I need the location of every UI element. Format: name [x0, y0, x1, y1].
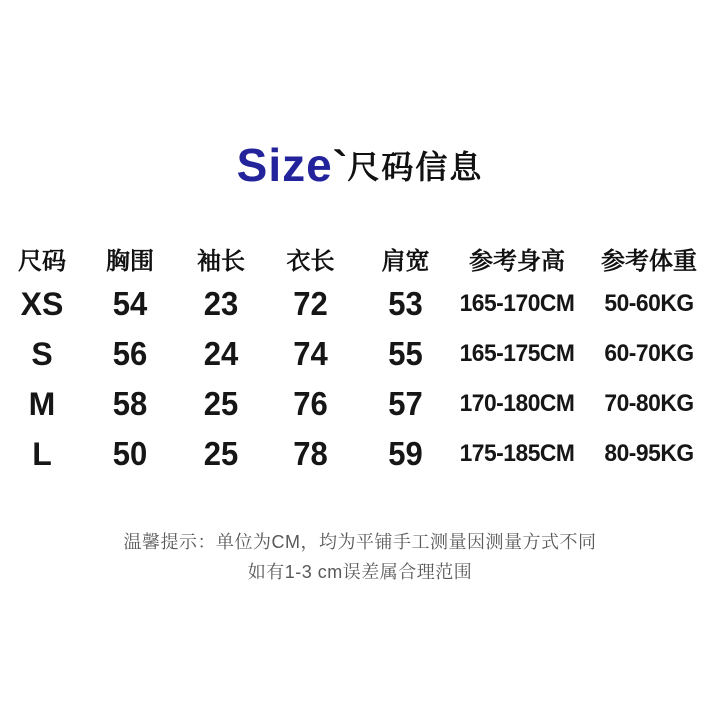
sleeve-value: 24: [203, 335, 239, 372]
length-value: 74: [293, 335, 328, 372]
header-reference-weight: 参考体重: [601, 248, 697, 275]
table-header-row: [0, 241, 720, 275]
chest-value: 58: [112, 385, 148, 422]
note-line-2: 如有1-3 cm误差属合理范围: [247, 562, 473, 582]
title-chinese: 尺码信息: [347, 149, 484, 185]
length-value: 72: [293, 285, 328, 322]
shoulder-value: 57: [388, 385, 423, 422]
chest-value: 50: [112, 435, 148, 472]
sleeve-value: 25: [203, 385, 239, 422]
sleeve-value: 23: [203, 285, 239, 322]
table-row-xs: [0, 279, 720, 329]
weight-range: 50-60KG: [604, 290, 694, 317]
shoulder-value: 53: [388, 285, 423, 322]
size-label: S: [31, 335, 53, 372]
table-row-l: [0, 429, 720, 479]
table-row-m: [0, 379, 720, 429]
size-label: L: [32, 435, 52, 472]
weight-range: 70-80KG: [604, 390, 694, 417]
header-shoulder-width: 肩宽: [381, 248, 430, 275]
header-sleeve-length: 袖长: [197, 248, 245, 275]
table-body: [0, 279, 720, 479]
sleeve-value: 25: [203, 435, 239, 472]
height-range: 175-185CM: [459, 440, 575, 467]
header-chest: 胸围: [106, 248, 154, 275]
height-range: 170-180CM: [459, 390, 575, 417]
measurement-note: [0, 527, 720, 587]
shoulder-value: 55: [388, 335, 423, 372]
chest-value: 56: [112, 335, 148, 372]
table-row-s: [0, 329, 720, 379]
header-size: 尺码: [18, 248, 66, 275]
shoulder-value: 59: [388, 435, 423, 472]
title-backtick: `: [332, 142, 348, 191]
height-range: 165-170CM: [459, 290, 575, 317]
length-value: 76: [293, 385, 328, 422]
length-value: 78: [293, 435, 328, 472]
note-line-1: 温馨提示：单位为CM，均为平铺手工测量因测量方式不同: [123, 532, 597, 552]
chest-value: 54: [112, 285, 148, 322]
header-reference-height: 参考身高: [469, 248, 565, 275]
title-english: Size: [236, 139, 333, 191]
weight-range: 80-95KG: [604, 440, 694, 467]
header-garment-length: 衣长: [286, 248, 335, 275]
size-label: XS: [20, 285, 64, 322]
page-title: [0, 138, 720, 192]
size-label: M: [28, 385, 56, 422]
weight-range: 60-70KG: [604, 340, 694, 367]
height-range: 165-175CM: [459, 340, 575, 367]
